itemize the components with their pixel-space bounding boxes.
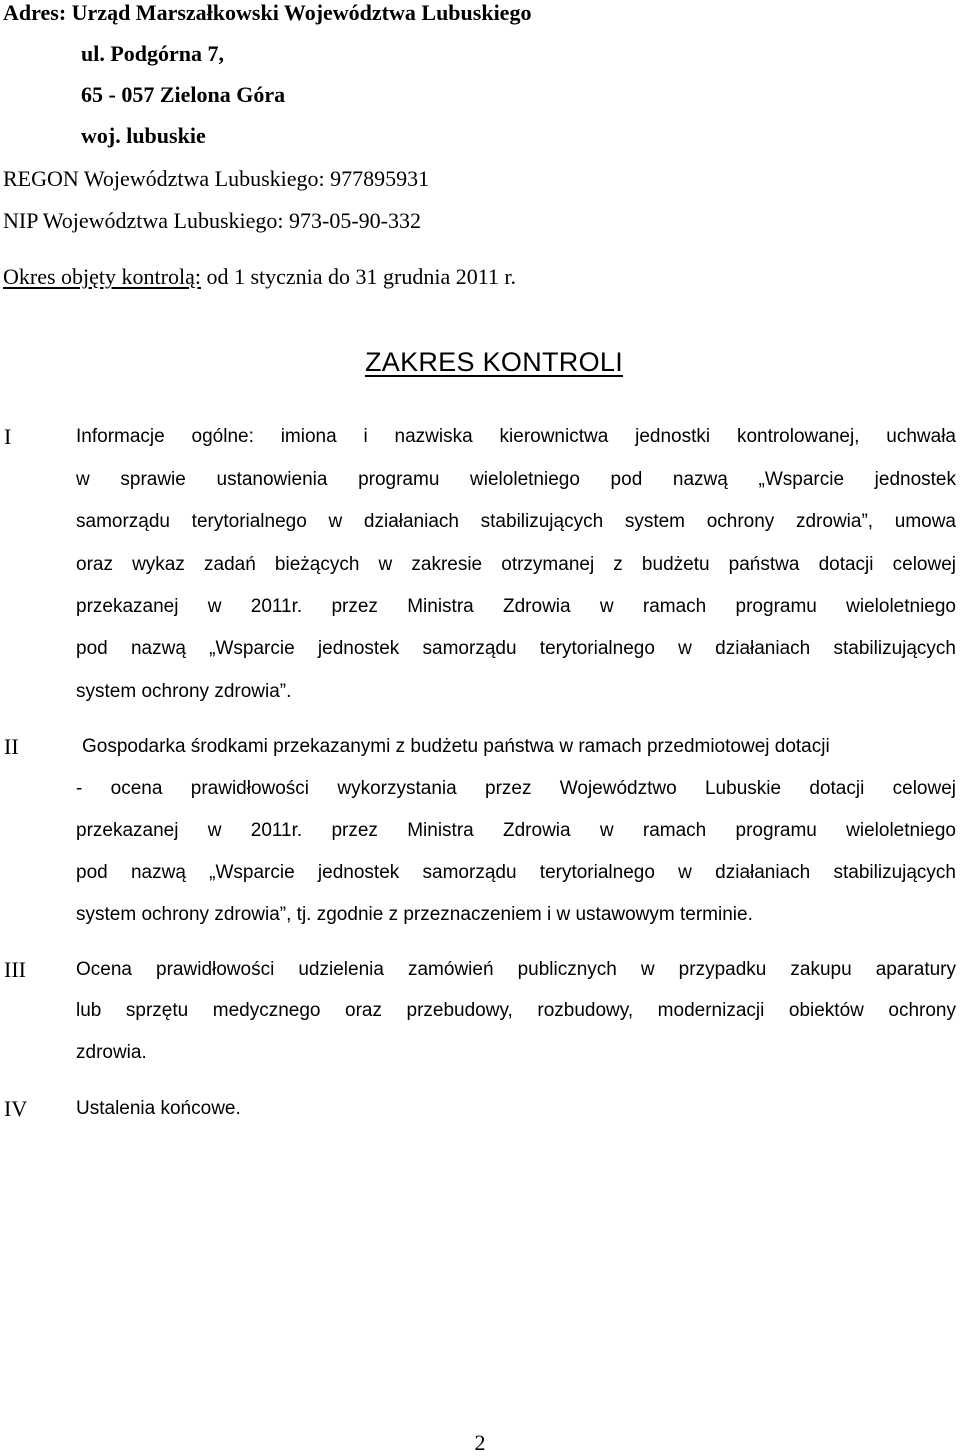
document-title-text: ZAKRES KONTROLI [364, 347, 624, 377]
section-3-line: lub sprzętu medycznego oraz przebudowy, rozbudowy, modernizacji obiektów ochrony [76, 1000, 956, 1021]
section-2-line: pod nazwą „Wsparcie jednostek samorządu terytorialnego w działaniach stabilizujących [76, 862, 956, 883]
section-1-line: system ochrony zdrowia”. [76, 681, 292, 702]
section-2-line: - ocena prawidłowości wykorzystania przez Województwo Lubuskie dotacji celowej [76, 778, 956, 799]
section-3-line: zdrowia. [76, 1042, 147, 1063]
section-4-line: Ustalenia końcowe. [76, 1098, 241, 1119]
control-period-line [3, 264, 516, 290]
control-period-label: Okres objęty kontrolą: [3, 264, 201, 289]
page-number: 2 [474, 1430, 486, 1455]
address-line-1 [3, 0, 531, 26]
section-numeral-2: II [4, 734, 19, 759]
address-institution: Urząd Marszałkowski Województwa Lubuskiego [71, 0, 532, 25]
section-1-line: pod nazwą „Wsparcie jednostek samorządu terytorialnego w działaniach stabilizujących [76, 638, 956, 659]
section-3-line: Ocena prawidłowości udzielenia zamówień publicznych w przypadku zakupu aparatury [76, 959, 956, 980]
address-voivodeship: woj. lubuskie [81, 123, 206, 148]
section-2-line: Gospodarka środkami przekazanymi z budżetu państwa w ramach przedmiotowej dotacji [82, 736, 830, 757]
address-label: Adres: [3, 0, 67, 25]
regon-line: REGON Województwa Lubuskiego: 977895931 [3, 166, 430, 191]
section-numeral-3: III [4, 957, 26, 982]
document-title [0, 346, 960, 378]
section-numeral-1: I [4, 424, 12, 449]
section-1-line: w sprawie ustanowienia programu wieloletniego pod nazwą „Wsparcie jednostek [76, 469, 956, 490]
section-2-line: system ochrony zdrowia”, tj. zgodnie z przeznaczeniem i w ustawowym terminie. [76, 904, 753, 925]
section-2-line: przekazanej w 2011r. przez Ministra Zdrowia w ramach programu wieloletniego [76, 820, 956, 841]
address-street: ul. Podgórna 7, [81, 41, 225, 66]
nip-line: NIP Województwa Lubuskiego: 973-05-90-332 [3, 208, 421, 233]
section-numeral-4: IV [4, 1096, 28, 1121]
section-1-line: samorządu terytorialnego w działaniach stabilizujących system ochrony zdrowia”, umowa [76, 511, 956, 532]
address-postal-city: 65 - 057 Zielona Góra [81, 82, 286, 107]
control-period-value: od 1 stycznia do 31 grudnia 2011 r. [200, 264, 517, 289]
section-1-line: przekazanej w 2011r. przez Ministra Zdrowia w ramach programu wieloletniego [76, 596, 956, 617]
section-1-line: Informacje ogólne: imiona i nazwiska kierownictwa jednostki kontrolowanej, uchwała [76, 426, 956, 447]
section-1-line: oraz wykaz zadań bieżących w zakresie otrzymanej z budżetu państwa dotacji celowej [76, 554, 956, 575]
